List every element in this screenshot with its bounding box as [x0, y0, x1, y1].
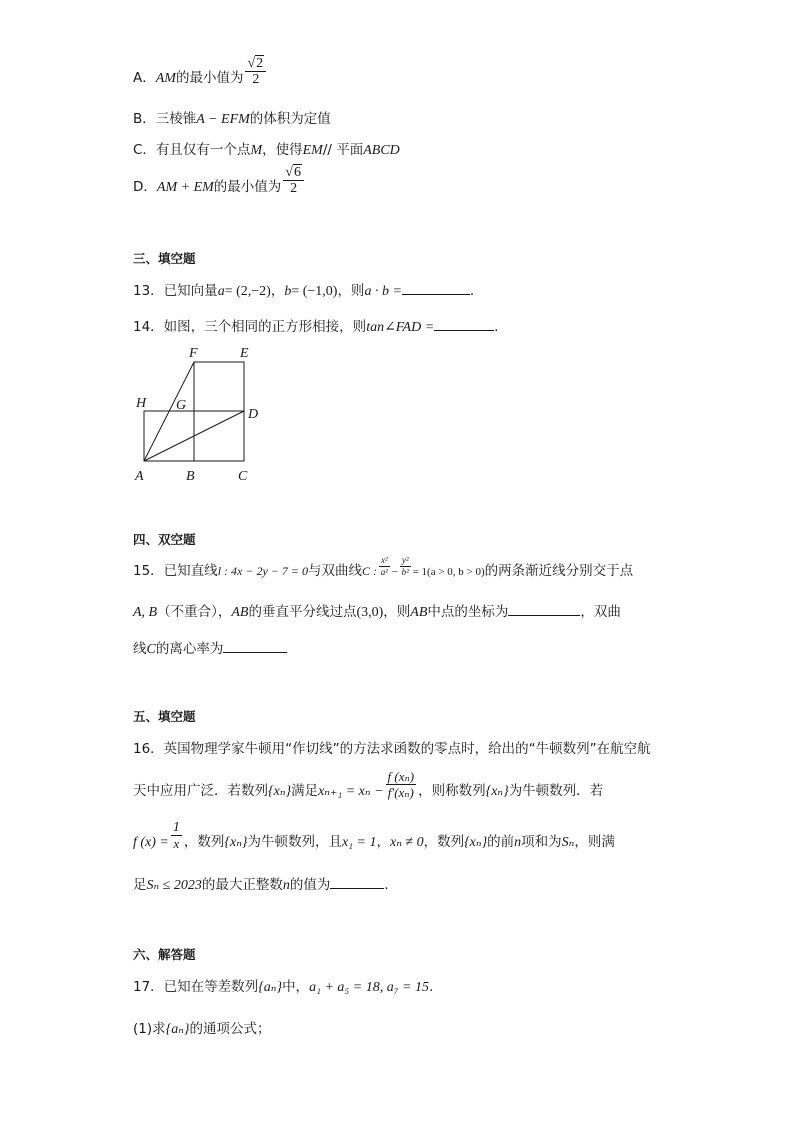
question-text: ，则称数列 — [418, 783, 486, 799]
question-text: ，双曲 — [580, 604, 621, 620]
vector-b: b — [284, 284, 292, 299]
math-expr: tan∠FAD = — [366, 320, 435, 335]
vector-a: a — [217, 284, 225, 299]
question-text: 15．已知直线 — [133, 563, 218, 579]
question-text: 17．已知在等差数列 — [133, 979, 259, 995]
math-expr: A, B — [133, 605, 158, 620]
math-expr: = (−1,0) — [291, 284, 338, 299]
option-text: 三棱锥 — [155, 111, 197, 127]
question-text: 线 — [133, 641, 147, 657]
square-top — [194, 362, 244, 411]
math-expr: n — [514, 835, 522, 850]
option-text: 的最小值为 — [213, 179, 282, 195]
question-17-part-1 — [133, 1020, 271, 1039]
answer-blank-2[interactable] — [223, 640, 287, 653]
option-label: C． — [133, 142, 156, 158]
question-text: 中点的坐标为 — [427, 604, 509, 620]
question-text: 14．如图，三个相同的正方形相接，则 — [133, 319, 367, 335]
question-text: . — [494, 319, 499, 335]
radicand: 6 — [293, 164, 301, 180]
option-label: B． — [133, 111, 156, 127]
question-16-line-4 — [133, 876, 398, 895]
math-expr: f (x) = — [133, 835, 169, 850]
fraction: $\frac{\text{f (xₙ)}}{\text{f′(xₙ)}}$ — [387, 768, 415, 800]
question-text: 为牛顿数列．若 — [508, 783, 604, 799]
math-expr: {aₙ} — [165, 1022, 190, 1037]
answer-blank-1[interactable] — [508, 603, 580, 616]
math-expr: C : — [361, 564, 377, 578]
option-text: 的体积为定值 — [249, 111, 331, 127]
answer-blank[interactable] — [330, 876, 384, 889]
math-expr: C — [146, 642, 156, 657]
question-14 — [133, 318, 498, 337]
math-expr: (3,0) — [356, 605, 384, 620]
option-label: D． — [133, 179, 157, 195]
question-text: 为牛顿数列，且 — [247, 834, 342, 850]
question-text: ，数列 — [423, 834, 465, 850]
question-16-line-2 — [133, 768, 604, 801]
question-text: ，则 — [383, 604, 411, 620]
question-text: 满足 — [291, 783, 319, 799]
question-text: 的前 — [487, 834, 515, 850]
question-text: ， — [270, 283, 285, 299]
math-expr: {xₙ} — [268, 784, 292, 799]
option-text: // 平面 — [322, 142, 364, 158]
label-e: E — [240, 346, 249, 361]
math-expr: {xₙ} — [224, 835, 248, 850]
math-expr: Sₙ ≤ 2023 — [146, 878, 202, 893]
math-expr: A − EFM — [196, 112, 250, 127]
question-text: 项和为 — [521, 834, 562, 850]
question-text: 的通项公式； — [189, 1021, 271, 1037]
label-b: B — [186, 469, 195, 484]
question-15-line-1: 15．已知直线l : 4x − 2y − 7 = 0与双曲线C : $\frac{\text{x²}}{\text{a²}}$ − $\frac{\text{y²}}{\text{b²}}$ = 1(a > 0, b > 0)的两条渐近线分别交于点 — [133, 554, 634, 579]
question-text: ． — [384, 877, 398, 893]
option-text: 有且仅有一个点 — [155, 142, 251, 158]
option-d — [133, 164, 306, 197]
question-text: 中， — [282, 979, 310, 995]
math-expr: EM — [302, 143, 323, 158]
math-expr: AM + EM — [156, 180, 214, 195]
question-17 — [133, 978, 433, 997]
question-text: 的最大正整数 — [201, 877, 283, 893]
question-text: 足 — [133, 877, 147, 893]
fraction: $\frac{1}{x}$ — [172, 819, 180, 851]
math-expr: M — [250, 143, 263, 158]
math-expr: l : 4x − 2y − 7 = 0 — [217, 564, 308, 578]
math-expr: a₁ + a₅ = 18, a₇ = 15 — [309, 980, 430, 995]
section-heading-3: 三、填空题 — [133, 251, 196, 266]
math-expr: = (2,−2) — [224, 284, 271, 299]
question-text: ，数列 — [183, 834, 225, 850]
math-expr: n — [282, 878, 290, 893]
math-expr: xₙ₊₁ = xₙ − — [318, 784, 384, 799]
question-text: 的两条渐近线分别交于点 — [484, 563, 634, 579]
math-expr: ABCD — [363, 143, 400, 158]
label-a: A — [135, 469, 144, 484]
question-text: 的值为 — [289, 877, 331, 893]
fraction: $\frac{\text{x²}}{\text{a²}}$ — [380, 554, 388, 577]
section-heading-5: 五、填空题 — [133, 709, 196, 724]
squares-figure — [125, 340, 270, 490]
question-text: ，则 — [337, 283, 365, 299]
option-text: ，使得 — [262, 142, 303, 158]
question-16-line-3 — [133, 819, 615, 852]
option-a — [133, 55, 268, 88]
section-heading-4: 四、双空题 — [133, 532, 196, 547]
question-13 — [133, 282, 474, 301]
square-right — [194, 411, 244, 461]
question-text: 天中应用广泛．若数列 — [133, 783, 268, 799]
question-text: 13．已知向量 — [133, 283, 218, 299]
math-expr: AB — [410, 605, 428, 620]
answer-blank[interactable] — [402, 282, 470, 295]
option-c — [133, 141, 400, 160]
fraction: $\frac{√2}{2}$ — [245, 56, 266, 87]
math-expr: AB — [231, 605, 249, 620]
math-expr: AM — [155, 71, 176, 86]
math-expr: Sₙ — [561, 835, 575, 850]
option-text: 的最小值为 — [175, 70, 244, 86]
question-15-line-3 — [133, 640, 287, 659]
question-text: . — [429, 979, 434, 995]
label-h: H — [136, 396, 147, 411]
denominator: 2 — [290, 180, 298, 196]
question-text: ， — [376, 834, 390, 850]
question-16-line-1: 16．英国物理学家牛顿用“作切线”的方法求函数的零点时，给出的“牛顿数列”在航空航 — [133, 741, 651, 757]
square-left — [144, 411, 194, 461]
denominator: 2 — [252, 71, 260, 87]
question-text: 的离心率为 — [155, 641, 224, 657]
answer-blank[interactable] — [434, 318, 494, 331]
question-text: （不重合）， — [157, 604, 232, 620]
math-expr: xₙ ≠ 0 — [390, 835, 424, 850]
question-text: . — [469, 283, 475, 299]
section-heading-6: 六、解答题 — [133, 947, 196, 962]
fraction: $\frac{\text{y²}}{\text{b²}}$ — [401, 554, 409, 577]
math-expr: {xₙ} — [485, 784, 509, 799]
radicand: 2 — [256, 55, 264, 71]
label-c: C — [238, 469, 248, 484]
option-label: A． — [133, 70, 156, 86]
option-b — [133, 110, 331, 129]
math-expr: {aₙ} — [258, 980, 283, 995]
label-g: G — [176, 398, 187, 413]
math-expr: a · b = — [364, 284, 402, 299]
fraction: $\frac{√6}{2}$ — [283, 165, 304, 196]
label-d: D — [248, 407, 259, 422]
question-text: 的垂直平分线过点 — [248, 604, 357, 620]
question-text: 与双曲线 — [307, 563, 362, 579]
math-expr: {xₙ} — [464, 835, 488, 850]
question-15-line-2 — [133, 603, 621, 622]
math-expr: x₁ = 1 — [341, 835, 377, 850]
label-f: F — [189, 346, 198, 361]
math-expr: = 1(a > 0, b > 0) — [412, 566, 485, 578]
question-text: ，则满 — [574, 834, 615, 850]
question-text: (1)求 — [133, 1021, 166, 1037]
